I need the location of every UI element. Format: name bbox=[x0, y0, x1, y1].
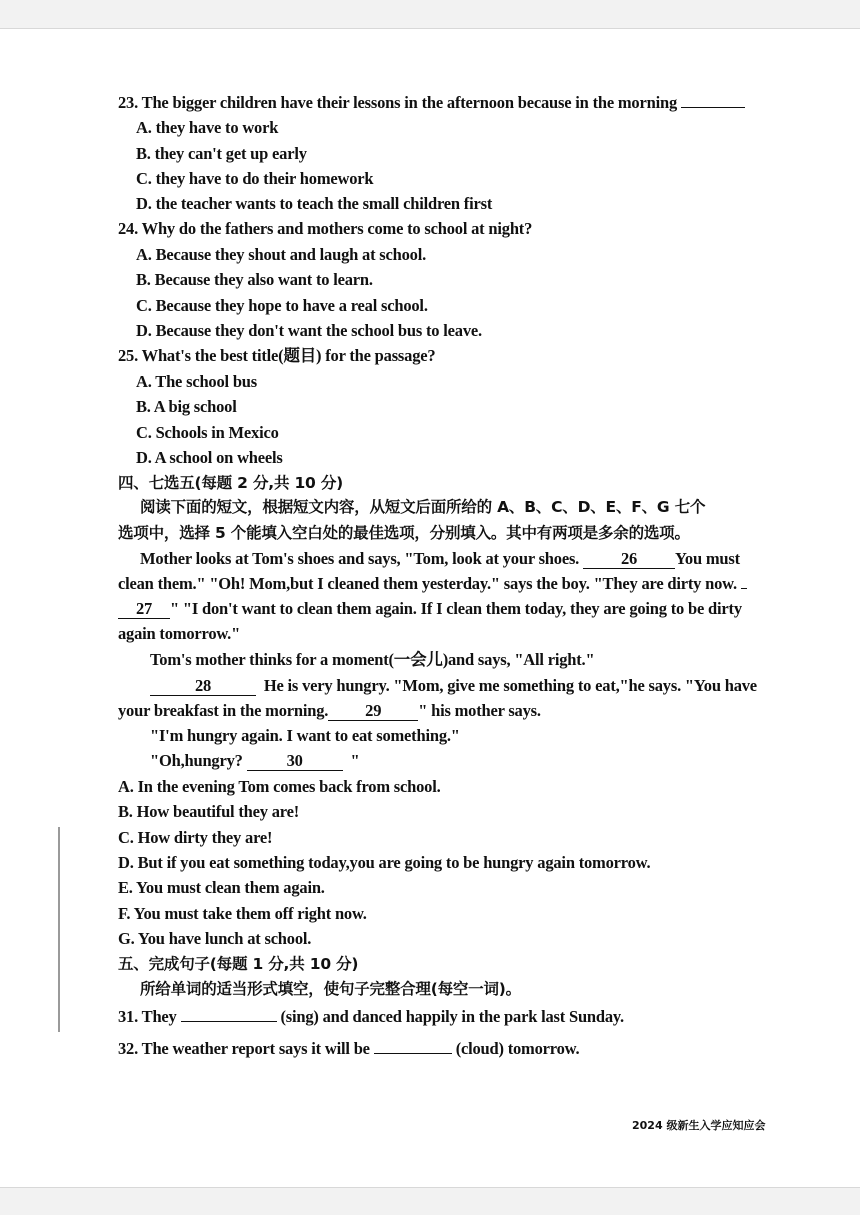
passage-line-2: clean them." "Oh! Mom,but I cleaned them yesterday." says the boy. "They are dirty now. bbox=[118, 574, 747, 594]
blank-27: 27 bbox=[118, 600, 170, 619]
blank-28: 28 bbox=[150, 677, 256, 696]
section4-instruction-line1: 阅读下面的短文，根据短文内容，从短文后面所给的 A、B、C、D、E、F、G 七个 bbox=[140, 498, 706, 516]
q23-option-c: C. they have to do their homework bbox=[136, 169, 374, 188]
q24-option-a: A. Because they shout and laugh at school. bbox=[136, 245, 427, 264]
q23-option-a: A. they have to work bbox=[136, 118, 279, 137]
passage-line-9: "Oh,hungry? 30 " bbox=[150, 751, 360, 770]
blank-29: 29 bbox=[328, 702, 418, 721]
q32: 32. The weather report says it will be (cloud) tomorrow. bbox=[118, 1039, 580, 1058]
q31: 31. They (sing) and danced happily in the park last Sunday. bbox=[118, 1007, 624, 1026]
margin-line bbox=[58, 827, 60, 1032]
q24-stem: 24. Why do the fathers and mothers come to school at night? bbox=[118, 219, 533, 238]
section4-instruction-line2: 选项中，选择 5 个能填入空白处的最佳选项，分别填入。其中有两项是多余的选项。 bbox=[118, 524, 690, 542]
q25-option-a: A. The school bus bbox=[136, 372, 258, 391]
section5-instruction: 所给单词的适当形式填空，使句子完整合理(每空一词)。 bbox=[140, 980, 521, 998]
passage-line-4: again tomorrow." bbox=[118, 624, 241, 643]
q23-option-b: B. they can't get up early bbox=[136, 144, 307, 163]
q23-option-d: D. the teacher wants to teach the small children first bbox=[136, 194, 493, 213]
q23-stem: 23. The bigger children have their lessons in the afternoon because in the morning bbox=[118, 93, 745, 113]
choice-option-d: D. But if you eat something today,you are going to be hungry again tomorrow. bbox=[118, 853, 651, 872]
choice-option-b: B. How beautiful they are! bbox=[118, 802, 300, 821]
blank-30: 30 bbox=[247, 752, 343, 771]
exam-page bbox=[0, 28, 860, 1188]
page-footer: 2024 级新生入学应知应会 bbox=[632, 1119, 766, 1132]
q24-option-d: D. Because they don't want the school bus to leave. bbox=[136, 321, 482, 340]
passage-line-5: Tom's mother thinks for a moment(一会儿)and says, "All right." bbox=[150, 650, 595, 669]
q24-option-c: C. Because they hope to have a real school. bbox=[136, 296, 428, 315]
choice-option-c: C. How dirty they are! bbox=[118, 828, 273, 847]
q25-option-c: C. Schools in Mexico bbox=[136, 423, 279, 442]
passage-line-7: your breakfast in the morning. 29 " his mother says. bbox=[118, 701, 541, 720]
blank-26: 26 bbox=[583, 550, 675, 569]
passage-line-8: "I'm hungry again. I want to eat something." bbox=[150, 726, 460, 745]
q25-stem: 25. What's the best title(题目) for the passage? bbox=[118, 346, 436, 365]
q25-option-d: D. A school on wheels bbox=[136, 448, 283, 467]
passage-line-1: Mother looks at Tom's shoes and says, "Tom, look at your shoes. 26 You must bbox=[140, 549, 740, 568]
section4-heading: 四、七选五(每题 2 分,共 10 分) bbox=[118, 474, 343, 492]
passage-line-3: 27 " "I don't want to clean them again. If I clean them today, they are going to be dirty bbox=[118, 599, 742, 619]
choice-option-a: A. In the evening Tom comes back from school. bbox=[118, 777, 441, 796]
choice-option-f: F. You must take them off right now. bbox=[118, 904, 367, 923]
passage-line-6: 28 He is very hungry. "Mom, give me something to eat,"he says. "You have bbox=[150, 676, 757, 696]
q32-blank bbox=[374, 1053, 452, 1054]
section5-heading: 五、完成句子(每题 1 分,共 10 分) bbox=[118, 955, 359, 973]
q31-blank bbox=[181, 1021, 277, 1022]
q25-option-b: B. A big school bbox=[136, 397, 237, 416]
q23-blank bbox=[681, 107, 745, 108]
q24-option-b: B. Because they also want to learn. bbox=[136, 270, 373, 289]
choice-option-e: E. You must clean them again. bbox=[118, 878, 325, 897]
choice-option-g: G. You have lunch at school. bbox=[118, 929, 312, 948]
